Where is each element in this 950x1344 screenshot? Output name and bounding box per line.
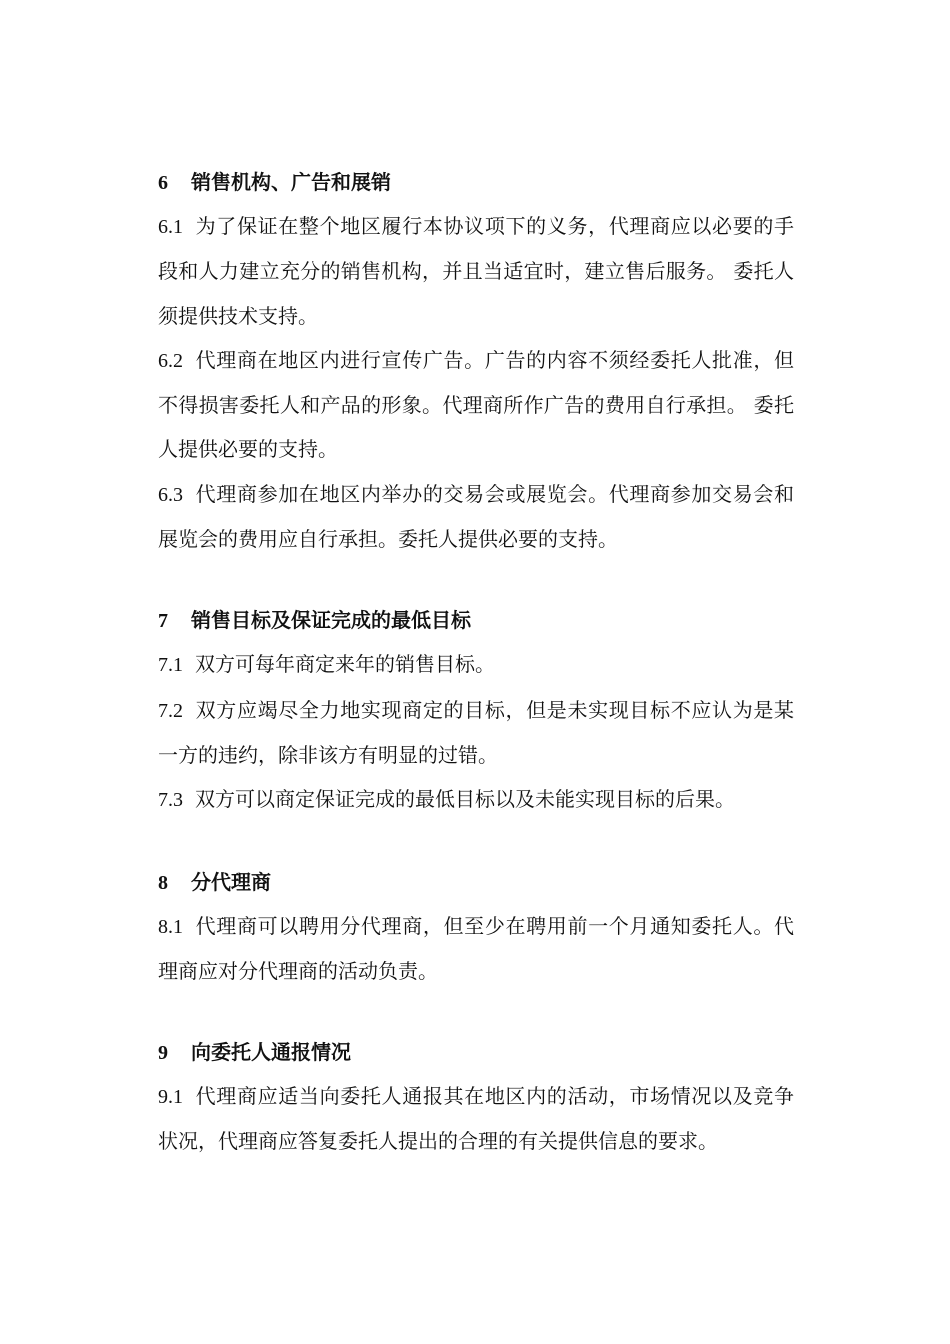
clause-text: 代理商应适当向委托人通报其在地区内的活动，市场情况以及竞争状况，代理商应答复委托人提出的合理的有关提供信息的要求。 xyxy=(158,1084,794,1154)
clause-text: 代理商参加在地区内举办的交易会或展览会。代理商参加交易会和展览会的费用应自行承担。委托人提供必要的支持。 xyxy=(158,481,794,552)
clause-number: 6.3 xyxy=(158,483,183,506)
clause-number: 7.1 xyxy=(158,654,183,677)
clause-number: 6.1 xyxy=(158,216,183,238)
section-heading xyxy=(158,1030,794,1074)
section-heading xyxy=(158,598,794,642)
clause-text: 代理商可以聘用分代理商，但至少在聘用前一个月通知委托人。代理商应对分代理商的活动负责。 xyxy=(158,913,794,983)
section-9 xyxy=(158,1030,794,1164)
clause-number: 8.1 xyxy=(158,915,183,938)
section-6 xyxy=(158,160,794,561)
section-title: 销售机构、广告和展销 xyxy=(191,170,391,194)
clause-number: 7.2 xyxy=(158,699,183,722)
section-title: 销售目标及保证完成的最低目标 xyxy=(191,608,471,633)
clause-text: 双方应竭尽全力地实现商定的目标，但是未实现目标不应认为是某一方的违约，除非该方有明显的过错。 xyxy=(158,697,794,767)
section-7 xyxy=(158,598,794,822)
section-8 xyxy=(158,860,794,994)
clause-7-1 xyxy=(158,642,794,687)
clause-text: 双方可以商定保证完成的最低目标以及未能实现目标的后果。 xyxy=(195,787,735,812)
clause-8-1 xyxy=(158,904,794,994)
section-heading xyxy=(158,860,794,904)
clause-6-1 xyxy=(158,204,794,338)
clause-6-2 xyxy=(158,338,794,472)
document-page xyxy=(158,160,794,1201)
section-heading xyxy=(158,160,794,204)
clause-number: 7.3 xyxy=(158,789,183,812)
clause-text: 代理商在地区内进行宣传广告。广告的内容不须经委托人批准，但不得损害委托人和产品的形象。代理商所作广告的费用自行承担。 委托人提供必要的支持。 xyxy=(158,347,794,462)
clause-6-3 xyxy=(158,472,794,562)
section-number: 6 xyxy=(158,172,168,194)
clause-number: 9.1 xyxy=(158,1086,183,1109)
section-number: 9 xyxy=(158,1042,168,1065)
section-number: 7 xyxy=(158,610,168,633)
clause-number: 6.2 xyxy=(158,349,183,372)
clause-7-3 xyxy=(158,777,794,822)
section-number: 8 xyxy=(158,871,168,894)
section-title: 分代理商 xyxy=(191,869,271,894)
clause-text: 双方可每年商定来年的销售目标。 xyxy=(195,652,495,677)
clause-9-1 xyxy=(158,1074,794,1164)
clause-7-2 xyxy=(158,688,794,778)
section-title: 向委托人通报情况 xyxy=(191,1040,351,1065)
clause-text: 为了保证在整个地区履行本协议项下的义务，代理商应以必要的手段和人力建立充分的销售机构，并且当适宜时，建立售后服务。 委托人须提供技术支持。 xyxy=(158,214,794,328)
